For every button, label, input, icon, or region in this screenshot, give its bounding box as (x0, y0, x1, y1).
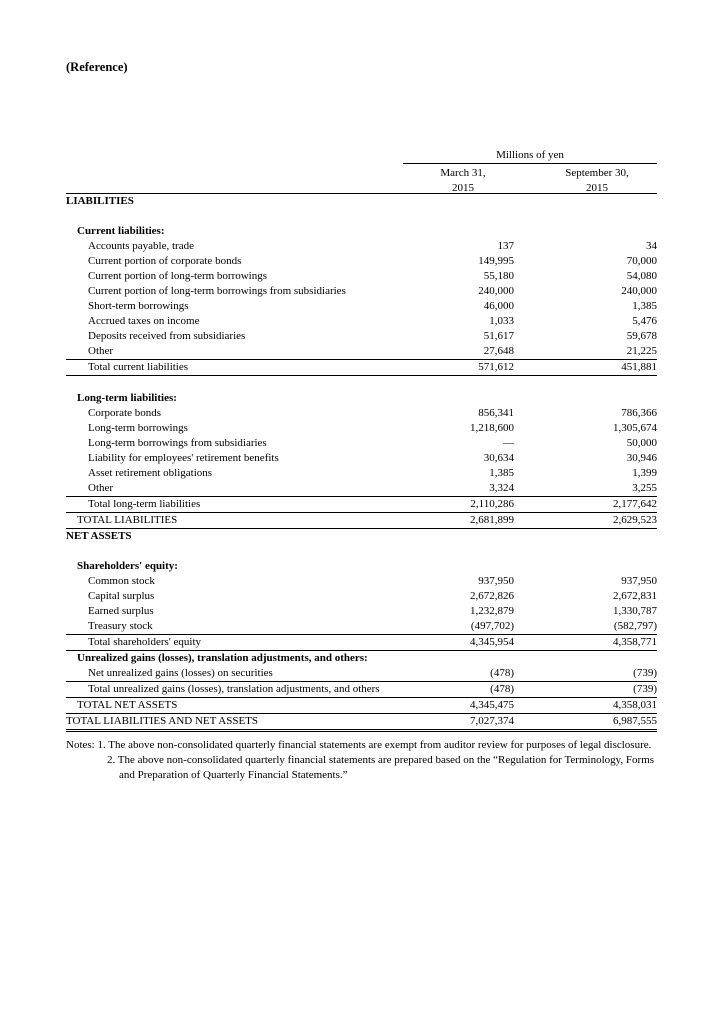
table-row (66, 466, 657, 481)
row-value-march: 27,648 (483, 345, 514, 357)
reference-heading: (Reference) (66, 60, 128, 74)
total-net-assets-label: TOTAL NET ASSETS (66, 698, 403, 714)
table-row (66, 376, 657, 392)
total-value-september: (739) (537, 682, 657, 698)
table-row (66, 544, 657, 559)
note-2-continuation: and Preparation of Quarterly Financial Statements.” (119, 769, 348, 781)
total-label: Total current liabilities (66, 360, 403, 376)
total-value-september: 2,177,642 (537, 497, 657, 513)
row-label: Long-term borrowings (88, 422, 188, 434)
row-value-march: 137 (497, 240, 514, 252)
row-value-march: 2,672,826 (470, 590, 514, 602)
total-value-march: 2,110,286 (403, 497, 514, 513)
note-1 (66, 738, 666, 753)
total-value-september: 451,881 (537, 360, 657, 376)
row-value-march: 149,995 (478, 255, 514, 267)
table-row (66, 436, 657, 451)
total-label: Total long-term liabilities (66, 497, 403, 513)
total-value-september: 4,358,771 (537, 635, 657, 651)
table-row (66, 589, 657, 604)
table-row (66, 254, 657, 269)
table-row (66, 209, 657, 224)
table-row (66, 344, 657, 360)
grand-total-row (66, 513, 657, 529)
row-value-september: 59,678 (626, 330, 657, 342)
total-value-march: 7,027,374 (403, 714, 514, 731)
grand-total-row (66, 698, 657, 714)
row-label: Asset retirement obligations (88, 467, 213, 479)
total-value-september: 2,629,523 (537, 513, 657, 529)
row-value-march: — (503, 437, 514, 449)
row-label: Accounts payable, trade (88, 240, 194, 252)
row-value-september: 30,946 (626, 452, 657, 464)
table-row (66, 224, 657, 239)
row-value-march: (497,702) (470, 620, 514, 632)
total-label: Total shareholders' equity (66, 635, 403, 651)
row-value-march: 240,000 (478, 285, 514, 297)
row-label: Long-term borrowings from subsidiaries (88, 437, 267, 449)
row-value-march: 1,033 (489, 315, 514, 327)
total-value-september: 4,358,031 (537, 698, 657, 714)
row-value-september: 1,305,674 (613, 422, 657, 434)
table-row (66, 406, 657, 421)
table-row (66, 651, 657, 667)
subsection-shareholders-equity: Shareholders' equity: (77, 560, 178, 572)
row-value-march: 1,218,600 (470, 422, 514, 434)
row-value-march: 1,232,879 (470, 605, 514, 617)
table-row (66, 666, 657, 682)
row-label: Corporate bonds (88, 407, 162, 419)
row-label: Net unrealized gains (losses) on securities (88, 667, 273, 679)
row-label: Earned surplus (88, 605, 154, 617)
row-value-september: 21,225 (626, 345, 657, 357)
units-label: Millions of yen (496, 149, 564, 161)
row-value-september: 1,385 (632, 300, 657, 312)
table-row (66, 574, 657, 589)
notes-block (66, 738, 666, 783)
total-value-march: 2,681,899 (403, 513, 514, 529)
row-label: Capital surplus (88, 590, 155, 602)
note-1-text: 1. The above non-consolidated quarterly financial statements are exempt from auditor review for purposes of legal disclosure. (97, 739, 652, 751)
total-row (66, 635, 657, 651)
section-liabilities: LIABILITIES (66, 195, 134, 207)
row-value-september: 1,399 (632, 467, 657, 479)
row-value-march: 1,385 (489, 467, 514, 479)
row-value-september: 5,476 (632, 315, 657, 327)
grand-total-row (66, 714, 657, 731)
row-value-september: (739) (633, 667, 657, 679)
balance-sheet-table (66, 194, 657, 732)
subsection-unrealized-gains: Unrealized gains (losses), translation adjustments, and others: (77, 652, 368, 664)
column-header-september (537, 166, 657, 196)
column-header-september-line2: 2015 (586, 182, 608, 194)
row-value-march: 51,617 (483, 330, 514, 342)
row-value-march: 55,180 (483, 270, 514, 282)
subsection-current-liabilities: Current liabilities: (77, 225, 165, 237)
row-label: Deposits received from subsidiaries (88, 330, 246, 342)
table-row (66, 604, 657, 619)
table-row (66, 529, 657, 545)
table-row (66, 559, 657, 574)
row-value-march: (478) (490, 667, 514, 679)
table-row (66, 619, 657, 635)
column-header-march-line2: 2015 (452, 182, 474, 194)
table-row (66, 269, 657, 284)
row-value-september: 34 (646, 240, 657, 252)
table-row (66, 314, 657, 329)
row-value-march: 3,324 (489, 482, 514, 494)
total-value-march: 4,345,954 (403, 635, 514, 651)
total-liabilities-label: TOTAL LIABILITIES (66, 513, 403, 529)
total-label: Total unrealized gains (losses), translation adjustments, and others (66, 682, 403, 698)
table-row (66, 481, 657, 497)
row-label: Liability for employees' retirement benefits (88, 452, 279, 464)
total-row (66, 497, 657, 513)
notes-prefix: Notes: (66, 739, 95, 751)
row-value-september: 786,366 (621, 407, 657, 419)
row-value-september: 54,080 (626, 270, 657, 282)
section-net-assets: NET ASSETS (66, 530, 132, 542)
table-row (66, 391, 657, 406)
row-value-september: 70,000 (626, 255, 657, 267)
table-row (66, 284, 657, 299)
row-label: Short-term borrowings (88, 300, 189, 312)
total-value-march: 4,345,475 (403, 698, 514, 714)
table-row (66, 329, 657, 344)
total-row (66, 682, 657, 698)
table-row (66, 239, 657, 254)
row-value-september: 1,330,787 (613, 605, 657, 617)
row-value-september: 240,000 (621, 285, 657, 297)
row-value-march: 46,000 (483, 300, 514, 312)
row-label: Other (88, 482, 114, 494)
row-value-september: (582,797) (613, 620, 657, 632)
row-label: Current portion of long-term borrowings from subsidiaries (88, 285, 346, 297)
row-value-march: 937,950 (478, 575, 514, 587)
row-label: Common stock (88, 575, 155, 587)
row-label: Current portion of long-term borrowings (88, 270, 268, 282)
subsection-long-term-liabilities: Long-term liabilities: (77, 392, 177, 404)
row-value-march: 30,634 (483, 452, 514, 464)
total-liabilities-and-net-assets-label: TOTAL LIABILITIES AND NET ASSETS (66, 714, 403, 731)
table-row (66, 194, 657, 209)
row-value-september: 3,255 (632, 482, 657, 494)
total-value-march: 571,612 (403, 360, 514, 376)
table-row (66, 451, 657, 466)
row-label: Accrued taxes on income (88, 315, 200, 327)
total-value-march: (478) (403, 682, 514, 698)
note-2-text: 2. The above non-consolidated quarterly financial statements are prepared based on the “Regulation for Terminology, Forms (107, 754, 655, 766)
column-header-march (403, 166, 523, 196)
column-header-march-line1: March 31, (440, 167, 486, 179)
row-value-march: 856,341 (478, 407, 514, 419)
total-row (66, 360, 657, 376)
table-row (66, 299, 657, 314)
row-label: Current portion of corporate bonds (88, 255, 242, 267)
units-rule (403, 163, 657, 164)
column-header-september-line1: September 30, (565, 167, 629, 179)
row-label: Treasury stock (88, 620, 153, 632)
table-row (66, 421, 657, 436)
row-value-september: 50,000 (626, 437, 657, 449)
total-value-september: 6,987,555 (537, 714, 657, 731)
row-label: Other (88, 345, 114, 357)
row-value-september: 2,672,831 (613, 590, 657, 602)
row-value-september: 937,950 (621, 575, 657, 587)
